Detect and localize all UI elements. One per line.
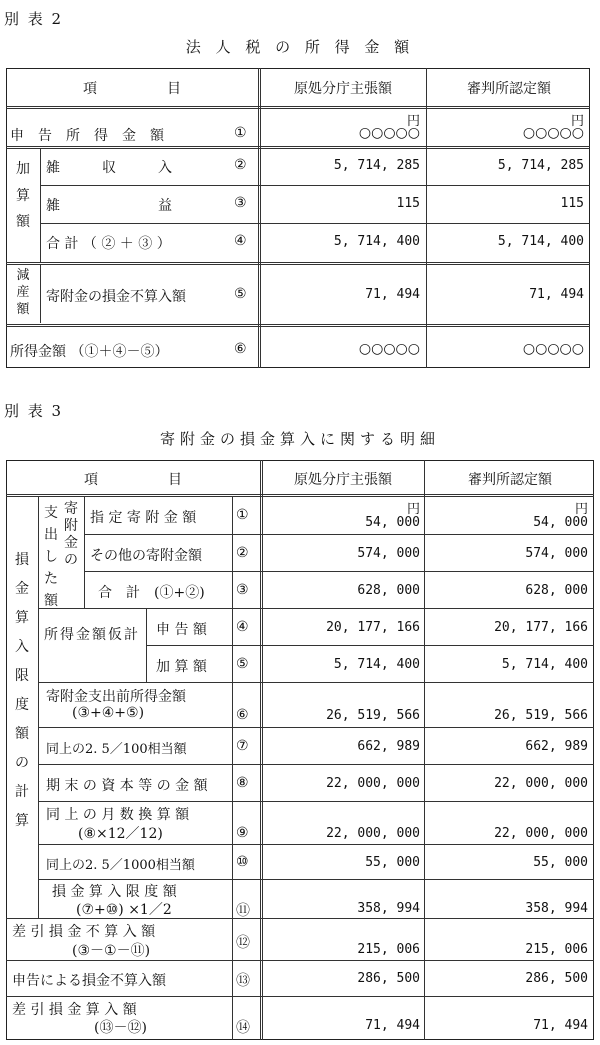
- row11-label: 損 金 算 入 限 度 額: [52, 884, 177, 900]
- row-divider: [38, 879, 594, 880]
- row-divider: [6, 146, 590, 149]
- unit-yen: 円: [406, 114, 420, 129]
- row12-v2: 215, 006: [525, 942, 588, 957]
- column-divider: [426, 68, 427, 368]
- row-divider: [38, 608, 594, 609]
- row13-label: 申告による損金不算入額: [12, 973, 166, 989]
- row1-v1: ○○○○○: [358, 125, 420, 141]
- row5-no: ⑤: [234, 286, 247, 302]
- row1-label: 申 告 所 得 金 額: [10, 128, 164, 144]
- row8-v2: 22, 000, 000: [494, 776, 588, 791]
- row1-label: 指 定 寄 附 金 額: [90, 510, 197, 526]
- section2-title: 法 人 税 の 所 得 金 額: [185, 38, 415, 56]
- row2-no: ②: [236, 545, 249, 561]
- column-divider: [260, 460, 263, 1040]
- row-divider: [40, 185, 590, 186]
- row5-v2: 5, 714, 400: [501, 657, 588, 672]
- row6-label: 寄附金支出前所得金額: [46, 689, 186, 705]
- row-divider: [40, 223, 590, 224]
- donation-table: [6, 460, 594, 1040]
- row10-v1: 55, 000: [365, 855, 420, 870]
- donation-group-label-a: 支出した額: [44, 505, 58, 609]
- group-divider: [40, 148, 41, 263]
- row6-label2: (③+④+⑤): [72, 705, 145, 721]
- row6-v1: ○○○○○: [358, 341, 420, 357]
- row-divider: [38, 727, 594, 728]
- row-divider: [84, 534, 594, 535]
- row2-v1: 5, 714, 285: [333, 158, 420, 173]
- header-col2: 審判所認定額: [468, 472, 552, 488]
- row2-v1: 574, 000: [357, 546, 420, 561]
- row7-no: ⑦: [236, 738, 249, 754]
- add-group-label: 加算額: [16, 161, 30, 231]
- row7-label: 同上の2. 5／100相当額: [46, 742, 187, 757]
- header-col1: 原処分庁主張額: [294, 81, 392, 97]
- row8-v1: 22, 000, 000: [326, 776, 420, 791]
- row3-label: 合 計 (①+②): [98, 585, 205, 601]
- row9-no: ⑨: [236, 825, 249, 841]
- header-divider: [6, 106, 590, 109]
- row5-v2: 71, 494: [529, 287, 584, 302]
- header-divider: [6, 494, 594, 497]
- row14-v2: 71, 494: [533, 1018, 588, 1033]
- unit-yen: 円: [406, 502, 420, 517]
- row11-v2: 358, 994: [525, 901, 588, 916]
- row5-label: 加 算 額: [156, 659, 207, 675]
- header-item: 項 目: [84, 472, 182, 488]
- row7-v1: 662, 989: [357, 739, 420, 754]
- outer-group-label: 損金算入限度額の計算: [15, 552, 29, 829]
- row6-v2: 26, 519, 566: [494, 708, 588, 723]
- row-divider: [38, 844, 594, 845]
- income-table: [6, 68, 590, 368]
- unit-yen: 円: [574, 502, 588, 517]
- section3-title: 寄附金の損金算入に関する明細: [159, 430, 440, 448]
- row14-label: 差 引 損 金 算 入 額: [12, 1002, 137, 1018]
- row12-label: 差 引 損 金 不 算 入 額: [12, 924, 156, 940]
- row3-v2: 628, 000: [525, 583, 588, 598]
- row3-v1: 628, 000: [357, 583, 420, 598]
- row8-label: 期 末 の 資 本 等 の 金 額: [46, 778, 208, 794]
- row1-no: ①: [236, 507, 249, 523]
- row9-label: 同 上 の 月 数 換 算 額: [46, 807, 190, 823]
- row4-label: 申 告 額: [156, 622, 207, 638]
- group-divider: [84, 496, 85, 608]
- row2-label: 雑 収 入: [46, 160, 172, 176]
- row6-no: ⑥: [236, 707, 249, 723]
- group-divider: [40, 265, 41, 323]
- row13-v1: 286, 500: [357, 971, 420, 986]
- row4-v1: 5, 714, 400: [333, 234, 420, 249]
- row4-v1: 20, 177, 166: [326, 620, 420, 635]
- row6-label: 所得金額 （①＋④－⑤）: [10, 344, 169, 360]
- row4-label: 合 計 （ ② ＋ ③ ）: [46, 236, 171, 252]
- row-divider: [38, 764, 594, 765]
- column-divider: [424, 460, 425, 1040]
- row-divider: [6, 324, 590, 327]
- unit-yen: 円: [570, 114, 584, 129]
- row1-v2: ○○○○○: [522, 125, 584, 141]
- row7-v2: 662, 989: [525, 739, 588, 754]
- row11-no: ⑪: [236, 903, 250, 919]
- row-divider: [38, 682, 594, 683]
- row8-no: ⑧: [236, 775, 249, 791]
- row-divider: [6, 996, 594, 997]
- section3-label: 別 表 3: [4, 402, 64, 420]
- row10-no: ⑩: [236, 854, 249, 870]
- row12-no: ⑫: [236, 935, 250, 951]
- row4-v2: 20, 177, 166: [494, 620, 588, 635]
- row3-no: ③: [236, 582, 249, 598]
- header-col2: 審判所認定額: [467, 81, 551, 97]
- row2-v2: 574, 000: [525, 546, 588, 561]
- row10-label: 同上の2. 5／1000相当額: [46, 858, 195, 873]
- row13-v2: 286, 500: [525, 971, 588, 986]
- row4-no: ④: [236, 619, 249, 635]
- row-divider: [6, 960, 594, 961]
- row6-v2: ○○○○○: [522, 341, 584, 357]
- column-divider: [232, 496, 233, 1040]
- row11-v1: 358, 994: [357, 901, 420, 916]
- row6-no: ⑥: [234, 341, 247, 357]
- row3-label: 雑 益: [46, 198, 172, 214]
- row2-v2: 5, 714, 285: [497, 158, 584, 173]
- row9-v1: 22, 000, 000: [326, 826, 420, 841]
- row5-label: 寄附金の損金不算入額: [46, 289, 186, 305]
- row4-no: ④: [234, 233, 247, 249]
- row-divider: [6, 262, 590, 265]
- row-divider: [146, 645, 594, 646]
- sub-group-label: 減産額: [16, 268, 30, 317]
- row5-no: ⑤: [236, 656, 249, 672]
- income-group-label: 所得金額仮計: [44, 627, 140, 643]
- row14-no: ⑭: [236, 1020, 250, 1036]
- row3-v1: 115: [396, 196, 420, 211]
- row9-label2: (⑧×12／12): [78, 826, 163, 842]
- group-divider: [38, 496, 39, 918]
- row11-label2: (⑦+⑩) ×1／2: [76, 902, 172, 918]
- donation-group-label-b: 寄附金の: [64, 501, 78, 568]
- row12-v1: 215, 006: [357, 942, 420, 957]
- row2-label: その他の寄附金額: [90, 548, 202, 564]
- row1-no: ①: [234, 125, 247, 141]
- row3-v2: 115: [560, 196, 584, 211]
- row2-no: ②: [234, 157, 247, 173]
- header-item: 項 目: [83, 81, 181, 97]
- row5-v1: 71, 494: [365, 287, 420, 302]
- row14-v1: 71, 494: [365, 1018, 420, 1033]
- row14-label2: (⑬－⑫): [94, 1020, 147, 1036]
- section2-label: 別 表 2: [4, 10, 64, 28]
- column-divider: [258, 68, 261, 368]
- row6-v1: 26, 519, 566: [326, 708, 420, 723]
- row1-v1: 54, 000: [365, 515, 420, 530]
- row12-label2: (③－①－⑪): [72, 943, 151, 959]
- row10-v2: 55, 000: [533, 855, 588, 870]
- row1-v2: 54, 000: [533, 515, 588, 530]
- row13-no: ⑬: [236, 973, 250, 989]
- row9-v2: 22, 000, 000: [494, 826, 588, 841]
- row-divider: [84, 571, 594, 572]
- header-col1: 原処分庁主張額: [294, 472, 392, 488]
- row5-v1: 5, 714, 400: [333, 657, 420, 672]
- row4-v2: 5, 714, 400: [497, 234, 584, 249]
- row3-no: ③: [234, 195, 247, 211]
- row-divider: [38, 801, 594, 802]
